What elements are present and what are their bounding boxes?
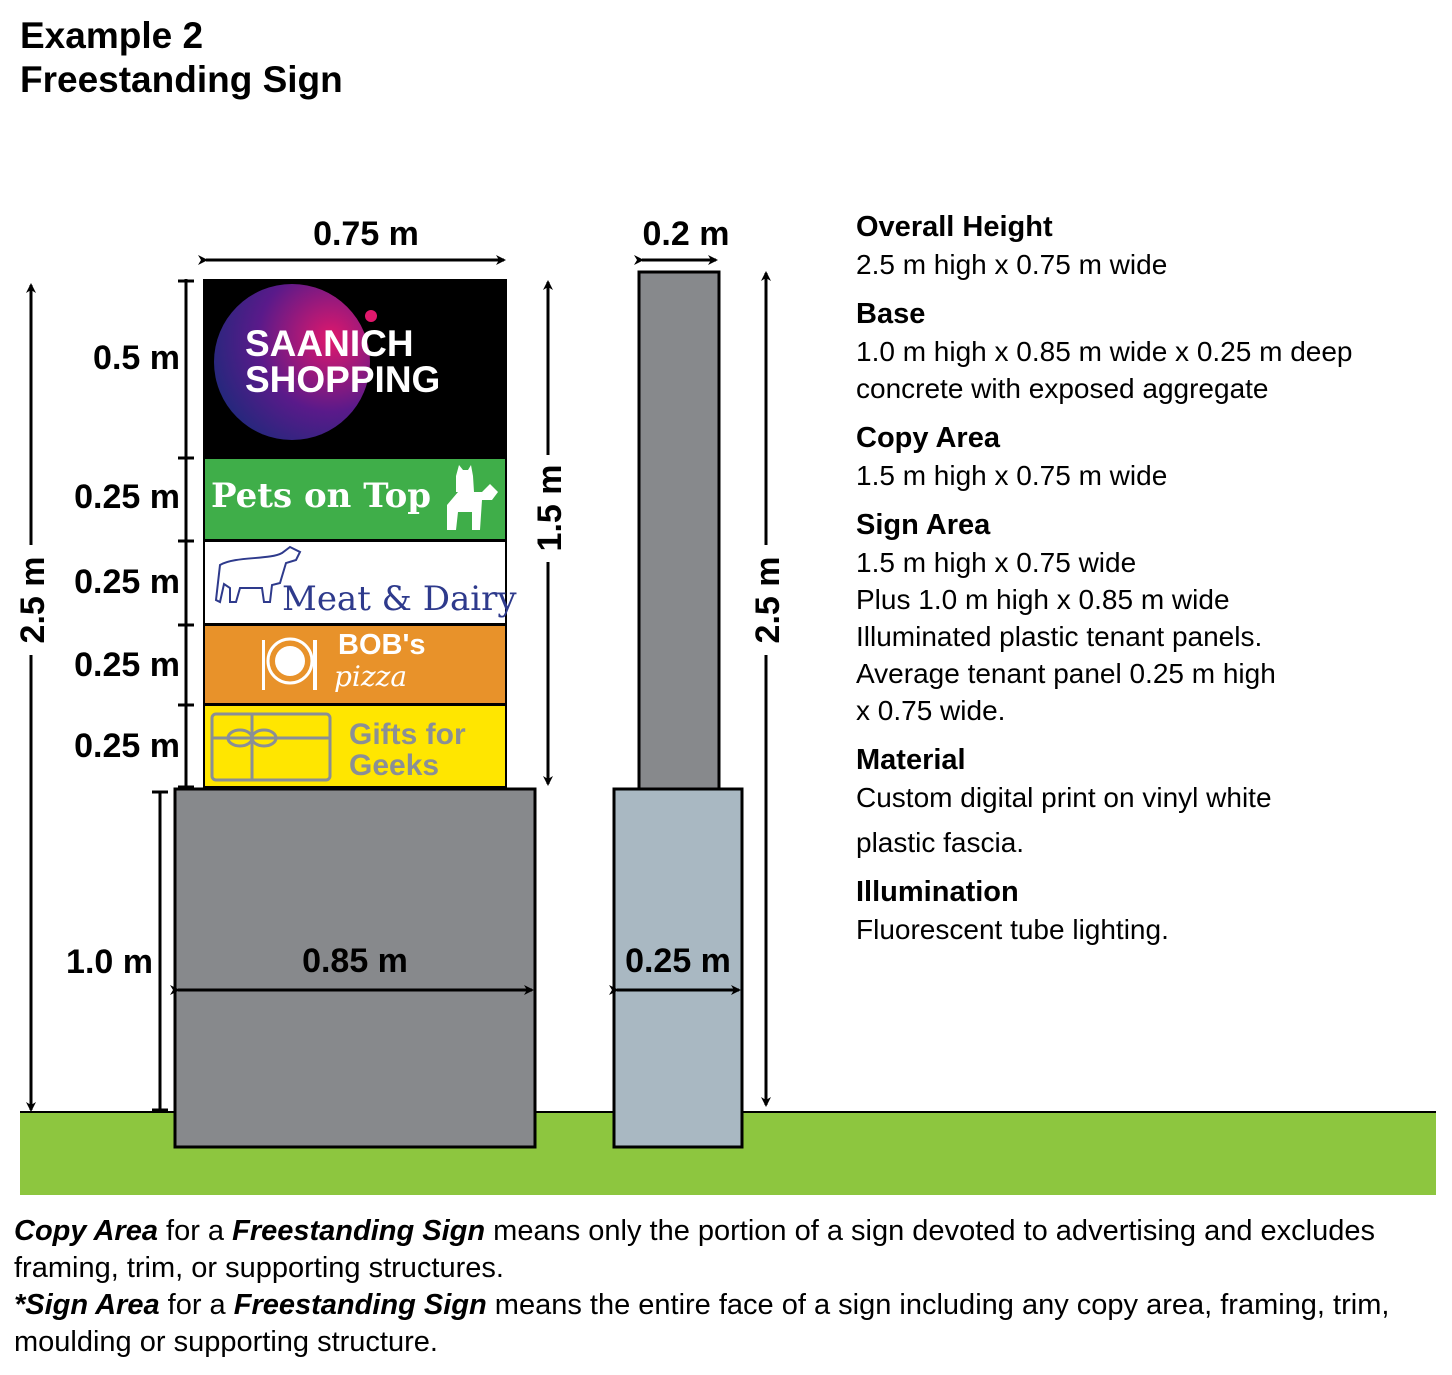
copy-height-label: 1.5 m: [531, 464, 569, 552]
panel-height-label-2: 0.25 m: [74, 563, 180, 601]
spec-line: plastic fascia.: [856, 827, 1025, 858]
gifts-line-2: Geeks: [349, 749, 440, 782]
footnote-sign: Freestanding Sign: [232, 1215, 486, 1247]
panel-height-label-4: 0.25 m: [74, 727, 180, 765]
pizza-line-1: BOB's: [338, 629, 426, 661]
spec-base: [856, 295, 1446, 407]
side-top-width-label: 0.2 m: [642, 215, 730, 253]
pets-text: Pets on Top: [211, 476, 432, 516]
spec-heading: Overall Height: [856, 211, 1053, 243]
spec-line: 2.5 m high x 0.75 m wide: [856, 249, 1168, 280]
spec-heading: Base: [856, 298, 926, 330]
header-line-1: SAANICH: [245, 323, 414, 364]
footnote-text: means only the portion of a sign devoted to advertising and excludes framing, trim, or supporting structures.: [14, 1215, 1376, 1284]
meat-text: Meat & Dairy: [282, 579, 517, 619]
footnote-copy-area: [14, 1213, 1434, 1287]
spec-line: Fluorescent tube lighting.: [856, 914, 1169, 945]
spec-sign-area: [856, 506, 1446, 729]
spec-overall-height: [856, 208, 1446, 283]
base-height-label: 1.0 m: [66, 943, 153, 981]
spec-line: 1.0 m high x 0.85 m wide x 0.25 m deep: [856, 336, 1353, 367]
spec-line: Illuminated plastic tenant panels.: [856, 621, 1263, 652]
logo-dot: [365, 310, 377, 322]
spec-heading: Illumination: [856, 876, 1019, 908]
footnote-text: for a: [157, 1215, 233, 1247]
spec-heading: Sign Area: [856, 509, 991, 541]
side-view: [614, 215, 787, 1147]
footnote-sign: Freestanding Sign: [233, 1289, 487, 1321]
footnote-text: means the entire face of a sign including any copy area, framing, trim, moulding or supporting structure.: [14, 1289, 1390, 1358]
spec-line: 1.5 m high x 0.75 m wide: [856, 460, 1168, 491]
spec-copy-area: [856, 419, 1446, 494]
front-view: [14, 215, 569, 1147]
overall-height-label: 2.5 m: [14, 556, 52, 644]
header-height-label: 0.5 m: [93, 339, 180, 377]
spec-illumination: [856, 873, 1446, 948]
spec-line: Plus 1.0 m high x 0.85 m wide: [856, 584, 1230, 615]
spec-line: Custom digital print on vinyl white: [856, 782, 1272, 813]
side-height-label: 2.5 m: [749, 556, 787, 644]
footnote-term: Copy Area: [14, 1215, 158, 1247]
footnote-term: *Sign Area: [14, 1289, 160, 1321]
spec-line: x 0.75 wide.: [856, 695, 1006, 726]
title-line-2: Freestanding Sign: [20, 59, 343, 100]
gifts-line-1: Gifts for: [349, 718, 466, 751]
spec-line: 1.5 m high x 0.75 wide: [856, 547, 1137, 578]
side-pole: [639, 272, 719, 789]
spec-list: [856, 208, 1446, 960]
spec-line: concrete with exposed aggregate: [856, 373, 1269, 404]
pizza-line-2: pizza: [334, 660, 408, 693]
panel-height-label-1: 0.25 m: [74, 478, 180, 516]
base-width-label: 0.85 m: [302, 942, 408, 980]
side-depth-label: 0.25 m: [625, 942, 731, 980]
spec-material: [856, 741, 1446, 861]
top-width-label: 0.75 m: [313, 215, 419, 253]
title-line-1: Example 2: [20, 15, 204, 56]
spec-line: Average tenant panel 0.25 m high: [856, 658, 1276, 689]
panel-height-label-3: 0.25 m: [74, 646, 180, 684]
footnote-sign-area: [14, 1287, 1434, 1361]
header-line-2: SHOPPING: [245, 359, 441, 400]
footnote-text: for a: [159, 1289, 234, 1321]
footnote: [14, 1213, 1434, 1361]
spec-heading: Copy Area: [856, 422, 1000, 454]
spec-heading: Material: [856, 744, 966, 776]
